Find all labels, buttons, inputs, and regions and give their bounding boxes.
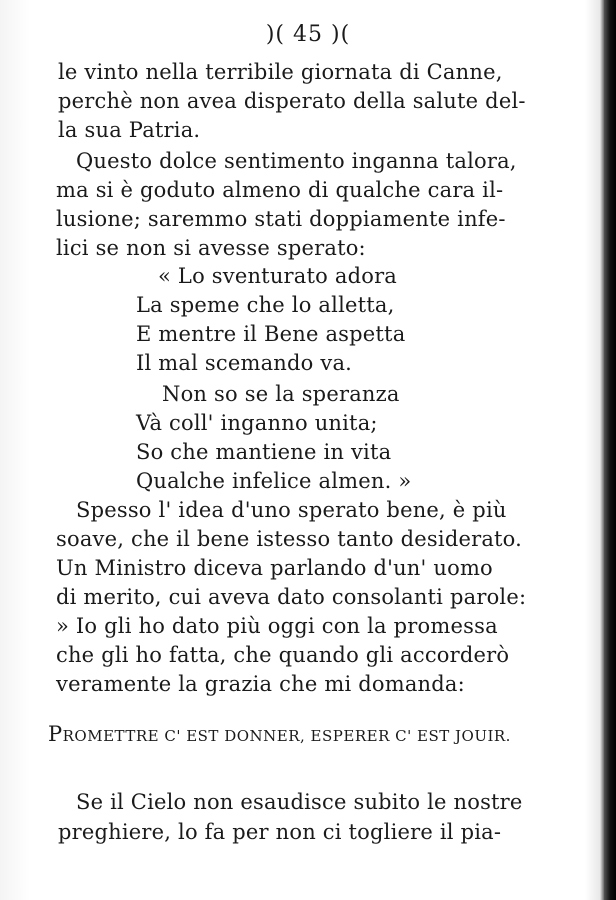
text-line: Spesso l' idea d'uno sperato bene, è più <box>76 498 507 522</box>
text-line: preghiere, lo fa per non ci togliere il pia- <box>58 820 502 844</box>
poem-line: Qualche infelice almen. » <box>136 469 412 493</box>
text-line: soave, che il bene istesso tanto desiderato. <box>56 527 523 551</box>
poem-line: Non so se la speranza <box>162 382 400 406</box>
text-line: ma si è goduto almeno di qualche cara il- <box>56 178 504 202</box>
motto-initial: P <box>48 722 63 746</box>
poem-line: Và coll' inganno unita; <box>136 411 378 435</box>
text-line: le vinto nella terribile giornata di Canne, <box>58 60 503 84</box>
poem-line: E mentre il Bene aspetta <box>136 322 406 346</box>
text-line: lici se non si avesse sperato: <box>56 236 366 260</box>
poem-line: La speme che lo alletta, <box>136 293 395 317</box>
text-line: di merito, cui aveva dato consolanti parole: <box>56 585 527 609</box>
page-edge-shadow <box>604 0 616 900</box>
text-line: Se il Cielo non esaudisce subito le nostre <box>76 790 523 814</box>
text-line: perchè non avea disperato della salute del- <box>58 89 526 113</box>
text-line: che gli ho fatta, che quando gli accorderò <box>56 643 510 667</box>
text-line: veramente la grazia che mi domanda: <box>56 672 465 696</box>
poem-line: « Lo sventurato adora <box>158 264 398 288</box>
text-line: Questo dolce sentimento inganna talora, <box>76 149 517 173</box>
text-line: lusione; saremmo stati doppiamente infe- <box>56 207 506 231</box>
text-line: » Io gli ho dato più oggi con la promessa <box>56 614 498 638</box>
text-line: Un Ministro diceva parlando d'un' uomo <box>56 556 493 580</box>
poem-line: So che mantiene in vita <box>136 440 392 464</box>
poem-line: Il mal scemando va. <box>136 351 353 375</box>
motto-text: ROMETTRE C' EST DONNER, ESPERER C' EST JOUIR. <box>62 727 511 745</box>
text-line: la sua Patria. <box>58 118 201 142</box>
motto <box>48 722 511 746</box>
page-number: )( 45 )( <box>265 22 351 47</box>
